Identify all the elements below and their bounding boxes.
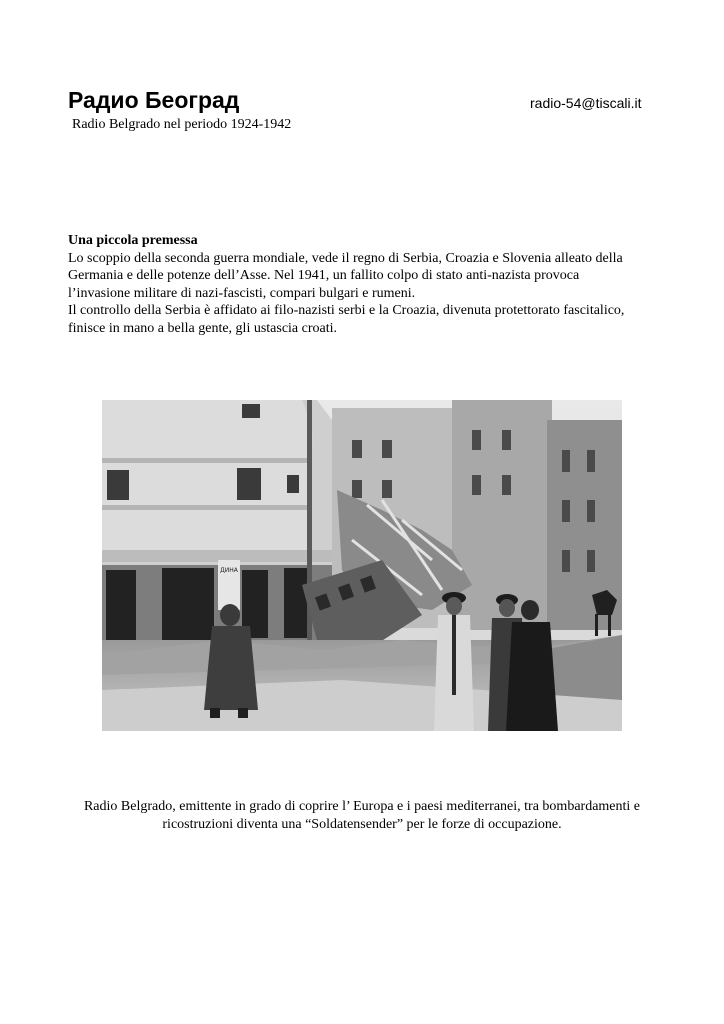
shop-sign: ДИНА <box>220 567 238 574</box>
intro-line: l’invasione militare di nazi-fascisti, compari bulgari e rumeni. <box>68 285 416 301</box>
intro-line: Lo scoppio della seconda guerra mondiale, vede il regno di Serbia, Croazia e Slovenia alleato della <box>68 250 623 266</box>
intro-line: Il controllo della Serbia è affidato ai filo-nazisti serbi e la Croazia, divenuta protettorato fascitalico, <box>68 303 625 319</box>
photo-caption <box>40 798 684 834</box>
caption-line: ricostruzioni diventa una “Soldatensender” per le forze di occupazione. <box>162 817 562 832</box>
intro-section <box>68 232 668 338</box>
contact-email[interactable]: radio-54@tiscali.it <box>530 95 642 111</box>
page-title: Радио Београд <box>68 87 240 113</box>
page-subtitle: Radio Belgrado nel periodo 1924-1942 <box>72 117 292 132</box>
intro-heading: Una piccola premessa <box>68 233 198 248</box>
intro-line: Germania e delle potenze dell’Asse. Nel 1941, un fallito colpo di stato anti-nazista provoca <box>68 268 580 284</box>
bombed-street-photo <box>102 400 622 731</box>
caption-line: Radio Belgrado, emittente in grado di coprire l’ Europa e i paesi mediterranei, tra bombardamenti e <box>83 799 641 814</box>
intro-line: finisce in mano a bella gente, gli ustascia croati. <box>68 320 338 336</box>
